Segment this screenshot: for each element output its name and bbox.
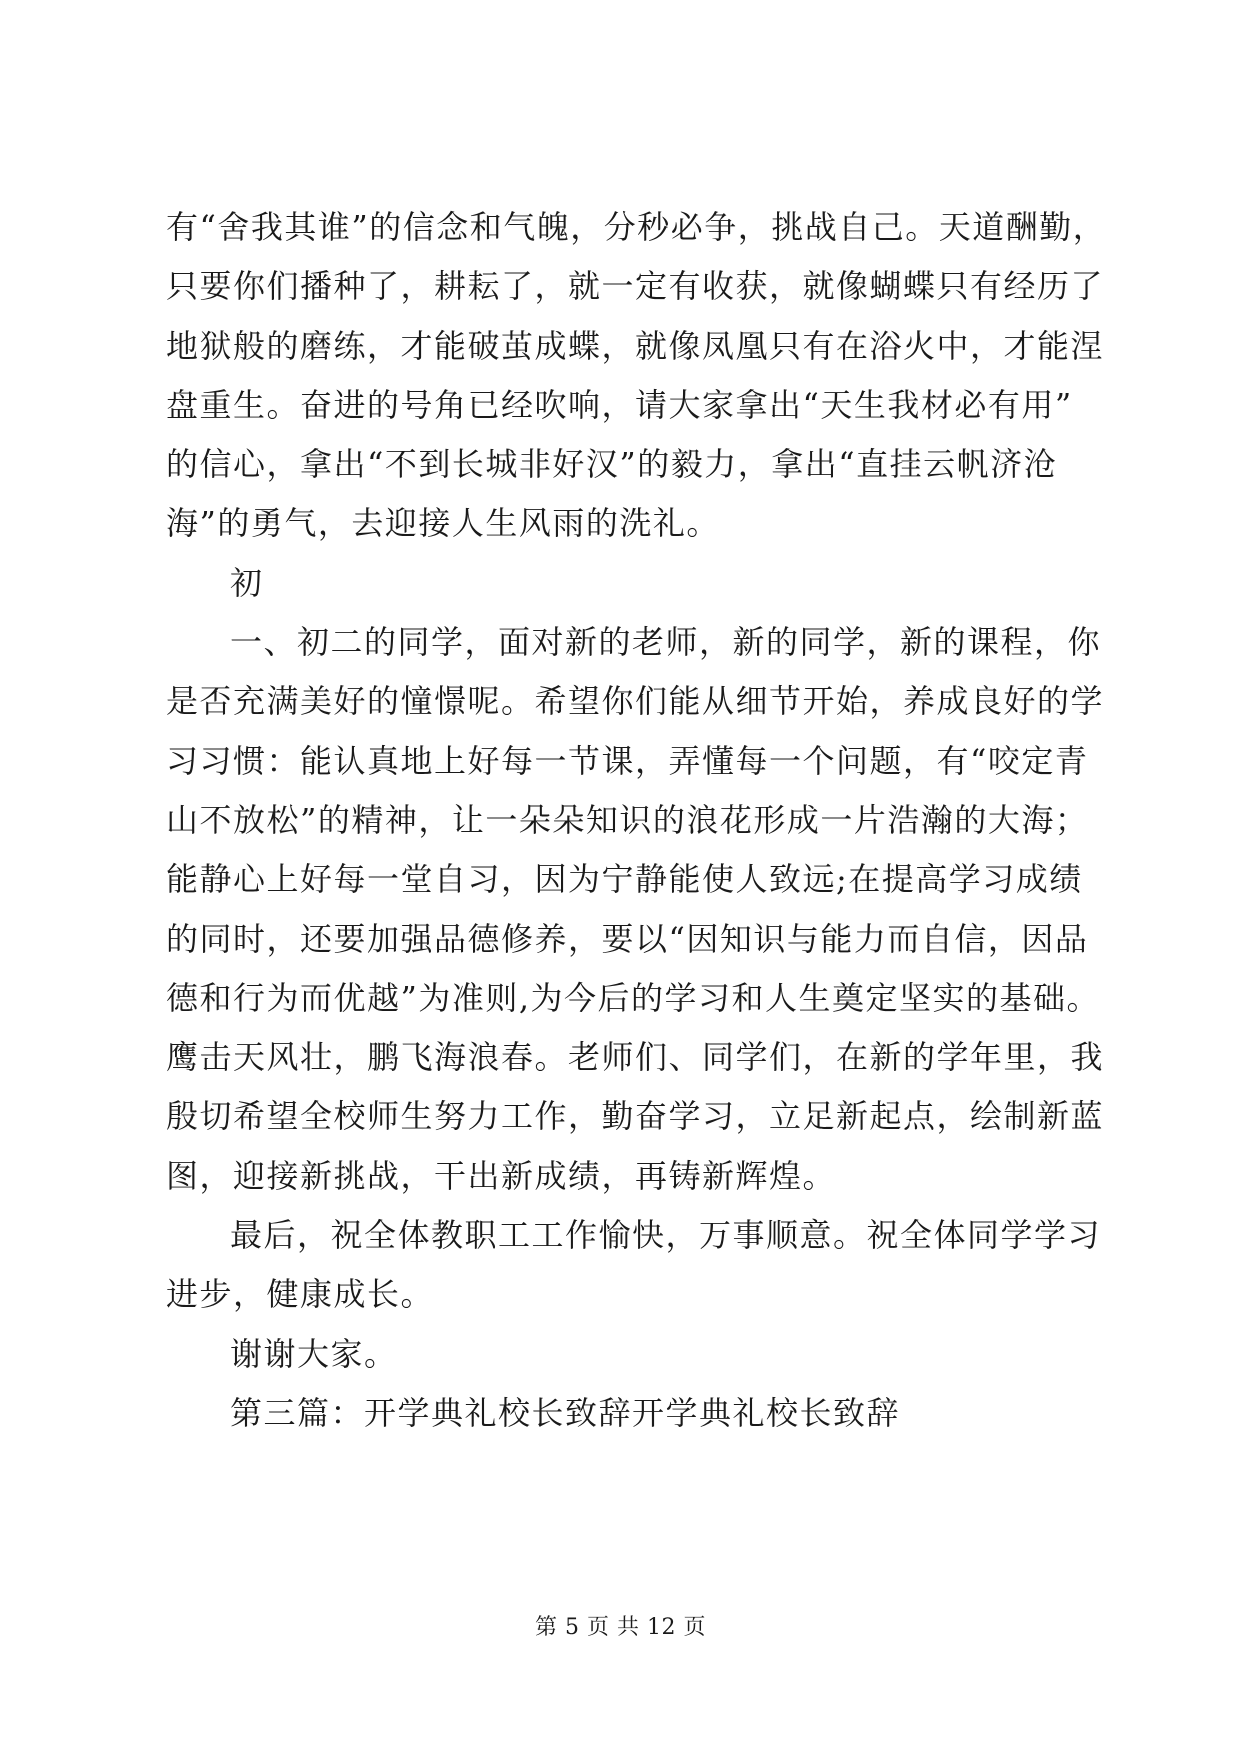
text-line: 德和行为而优越”为准则,为今后的学习和人生奠定坚实的基础。 (166, 978, 1101, 1017)
text-line: 海”的勇气，去迎接人生风雨的洗礼。 (166, 504, 720, 543)
text-line: 山不放松”的精神，让一朵朵知识的浪花形成一片浩瀚的大海； (166, 800, 1089, 839)
text-line: 地狱般的磨练，才能破茧成蝶，就像凤凰只有在浴火中，才能涅 (166, 326, 1105, 365)
text-line: 进步，健康成长。 (166, 1275, 435, 1314)
page-footer (0, 1610, 1241, 1641)
text-line: 能静心上好每一堂自习，因为宁静能使人致远;在提高学习成绩 (166, 860, 1083, 899)
section-heading: 第三篇：开学典礼校长致辞开学典礼校长致辞 (230, 1393, 901, 1432)
page-number-label: 第 5 页 共 12 页 (535, 1615, 706, 1640)
text-line: 最后，祝全体教职工工作愉快，万事顺意。祝全体同学学习 (230, 1216, 1102, 1255)
text-line: 初 (230, 563, 264, 602)
text-line: 谢谢大家。 (230, 1334, 398, 1373)
text-line: 图，迎接新挑战，干出新成绩，再铸新辉煌。 (166, 1156, 837, 1195)
text-line: 是否充满美好的憧憬呢。希望你们能从细节开始，养成良好的学 (166, 682, 1105, 721)
text-line: 一、初二的同学，面对新的老师，新的同学，新的课程，你 (230, 623, 1102, 662)
text-line: 只要你们播种了，耕耘了，就一定有收获，就像蝴蝶只有经历了 (166, 267, 1105, 306)
text-line: 盘重生。奋进的号角已经吹响，请大家拿出“天生我材必有用” (166, 385, 1073, 424)
document-body (166, 198, 1107, 1443)
text-line: 鹰击天风壮，鹏飞海浪春。老师们、同学们，在新的学年里，我 (166, 1038, 1105, 1077)
text-line: 习习惯：能认真地上好每一节课，弄懂每一个问题，有“咬定青 (166, 741, 1089, 780)
text-line: 有“舍我其谁”的信念和气魄，分秒必争，挑战自己。天道酬勤， (166, 208, 1107, 246)
text-line: 的同时，还要加强品德修养，要以“因知识与能力而自信，因品 (166, 919, 1089, 958)
text-line: 的信心，拿出“不到长城非好汉”的毅力，拿出“直挂云帆济沧 (166, 445, 1058, 484)
text-line: 殷切希望全校师生努力工作，勤奋学习，立足新起点，绘制新蓝 (166, 1097, 1105, 1136)
